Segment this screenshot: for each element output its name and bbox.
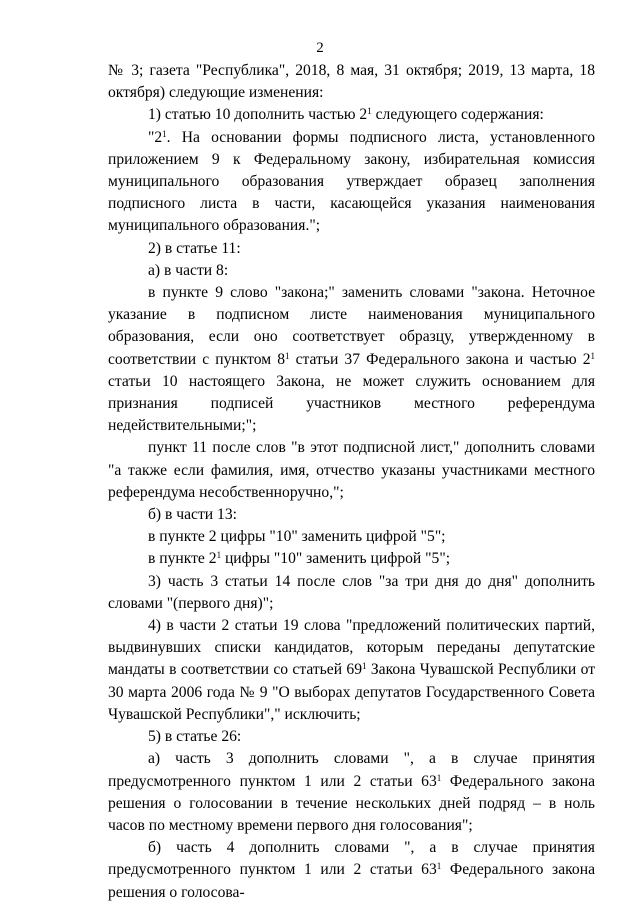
superscript: 1 <box>362 661 367 672</box>
paragraph-text: следующего содержания: <box>371 106 544 124</box>
paragraph <box>108 282 595 437</box>
paragraph <box>108 548 595 570</box>
superscript: 1 <box>367 106 372 117</box>
paragraph-text: в пункте 2 <box>148 550 217 568</box>
paragraph-text: в пункте 2 цифры "10" заменить цифрой "5"; <box>148 528 446 546</box>
paragraph-text: . На основании формы подписного листа, установленного приложением 9 к Федеральному закону, избирательная комиссия муниципального образования утверждает образец заполнения подписного листа в части, касающейся указания наименования муниципального образования."; <box>108 128 595 235</box>
paragraph <box>108 260 595 282</box>
superscript: 1 <box>285 350 290 361</box>
paragraph-text: а) часть 3 дополнить словами ", а в случае принятия предусмотренного пунктом 1 или 2 статьи 63 <box>108 750 595 790</box>
paragraph-text: в пункте 9 слово "закона;" заменить словами "закона. Неточное указание в подписном листе наименования муниципального образования, если оно соответствует образцу, утвержденному в соответствии с пунктом 8 <box>108 284 595 368</box>
paragraph <box>108 615 595 726</box>
paragraph-text: 2) в статье 11: <box>148 239 241 257</box>
document-body <box>108 60 595 904</box>
paragraph-text: 1) статью 10 дополнить частью 2 <box>148 106 368 124</box>
paragraph-text: 3) часть 3 статьи 14 после слов "за три дня до дня" дополнить словами "(первого дня)"; <box>108 572 595 612</box>
paragraph <box>108 127 595 238</box>
paragraph <box>108 238 595 260</box>
paragraph <box>108 526 595 548</box>
paragraph-text: 4) в части 2 статьи 19 слова "предложений политических партий, выдвинувших списки кандидатов, которым переданы депутатские мандаты в соответствии со статьей 69 <box>108 617 595 679</box>
superscript: 1 <box>590 350 596 361</box>
paragraph-text: "2 <box>148 128 163 146</box>
paragraph <box>108 726 595 748</box>
paragraph-text: статьи 10 настоящего Закона, не может служить основанием для признания подписей участников местного референдума недействительными;"; <box>108 372 595 435</box>
paragraph-text: 5) в статье 26: <box>148 728 242 746</box>
paragraph-text: а) в части 8: <box>148 261 229 279</box>
paragraph-text: пункт 11 после слов "в этот подписной лист," дополнить словами "а также если фамилия, имя, отчество указаны участниками местного референдума несобственноручно,"; <box>108 439 595 501</box>
superscript: 1 <box>436 772 442 783</box>
paragraph <box>108 437 595 504</box>
paragraph-text: Федерального закона решения о голосовании в течение нескольких дней подряд – в ноль часов по местному времени первого дня голосования"; <box>108 772 595 834</box>
superscript: 1 <box>162 128 167 139</box>
paragraph <box>108 571 595 615</box>
paragraph-text: Федерального закона решения о голосова- <box>108 861 595 901</box>
paragraph <box>108 504 595 526</box>
superscript: 1 <box>216 550 222 561</box>
paragraph <box>108 60 595 104</box>
paragraph-text: б) часть 4 дополнить словами ", а в случае принятия предусмотренного пунктом 1 или 2 статьи 63 <box>108 839 595 879</box>
paragraph <box>108 837 595 904</box>
paragraph-text: Закона Чувашской Республики от 30 марта 2006 года № 9 "О выборах депутатов Государственного Совета Чувашской Республики"," исключить; <box>108 661 596 723</box>
paragraph <box>108 748 595 837</box>
page-number: 2 <box>316 40 324 56</box>
paragraph-text: цифры "10" заменить цифрой "5"; <box>221 550 451 568</box>
paragraph-text: б) в части 13: <box>148 506 237 524</box>
paragraph-text: статьи 37 Федерального закона и частью 2 <box>289 350 591 368</box>
paragraph-text: № 3; газета "Республика", 2018, 8 мая, 31 октября; 2019, 13 марта, 18 октября) следующие изменения: <box>108 62 595 102</box>
paragraph <box>108 104 595 126</box>
superscript: 1 <box>436 861 442 872</box>
